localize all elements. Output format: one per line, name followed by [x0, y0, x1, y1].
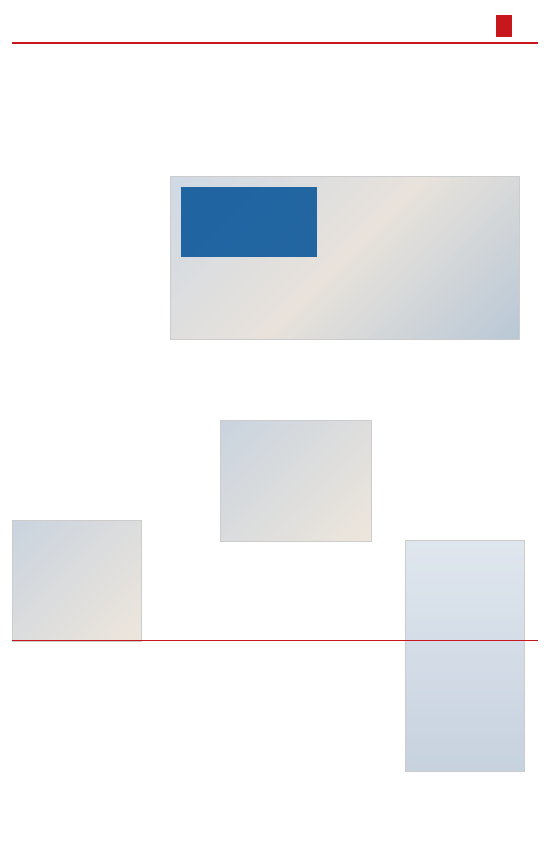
main-photo — [170, 176, 520, 340]
photo-infobox — [181, 187, 317, 257]
section-divider — [12, 640, 538, 641]
page-header — [0, 0, 550, 50]
photo-middle — [220, 420, 372, 542]
section-title — [496, 15, 512, 37]
photo-left — [12, 520, 142, 642]
photo-right — [405, 540, 525, 772]
header-divider — [12, 42, 538, 44]
